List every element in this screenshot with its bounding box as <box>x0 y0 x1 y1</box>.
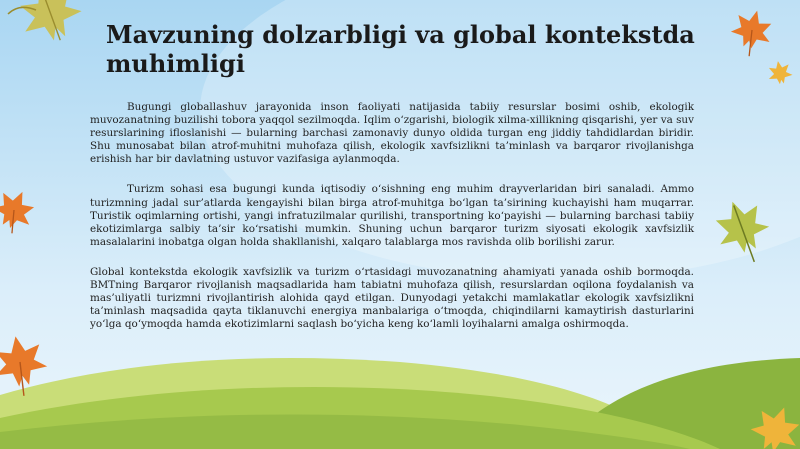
slide-title: Mavzuning dolzarbligi va global kontekstda muhimligi <box>106 20 695 78</box>
slide-body <box>90 101 694 348</box>
paragraph-1: Bugungi globallashuv jarayonida inson faoliyati natijasida tabiiy resurslar bosimi oshib, ekologik muvozanatning buzilishi tobora yaqqol sezilmoqda. Iqlim o‘zgarishi, biologik xilma-xillikning qisqarishi, yer va suv resurslarining ifloslanishi — bularning barchasi zamonaviy dunyo oldida turgan eng jiddiy tahdidlardan biridir. Shu munosabat bilan atrof-muhitni muhofaza qilish, ekologik xavfsizlikni ta’minlash va barqaror rivojlanishga erishish har bir davlatning ustuvor vazifasiga aylanmoqda. <box>90 101 694 166</box>
maple-leaf-icon <box>0 183 41 238</box>
paragraph-2: Turizm sohasi esa bugungi kunda iqtisodiy o‘sishning eng muhim drayverlaridan biri sanaladi. Ammo turizmning jadal sur’atlarda kengayishi bilan birga atrof-muhitga bo‘lgan ta’sirining kuchayishi ham muqarrar. Turistik oqimlarning ortishi, yangi infratuzilmalar qurilishi, transportning ko‘payishi — bularning barchasi tabiiy ekotizimlarga salbiy ta’sir ko‘rsatishi mumkin. Shuning uchun barqaror turizm siyosati ekologik xavfsizlik masalalarini inobatga olgan holda shakllanishi, xalqaro talablarga mos ravishda olib borilishi zarur. <box>90 183 694 248</box>
paragraph-3: Global kontekstda ekologik xavfsizlik va turizm o‘rtasidagi muvozanatning ahamiyati yanada oshib bormoqda. BMTning Barqaror rivojlanish maqsadlarida ham tabiatni muhofaza qilish, resurslardan oqilona foydalanish va mas’uliyatli turizmni rivojlantirish alohida qayd etilgan. Dunyodagi yetakchi mamlakatlar ekologik xavfsizlikni ta’minlash maqsadida qayta tiklanuvchi energiya manbalariga o‘tmoqda, chiqindilarni kamaytirish dasturlarini yo‘lga qo‘ymoqda hamda ekotizimlarni saqlash bo‘yicha keng ko‘lamli loyihalarni amalga oshirmoqda. <box>90 265 694 331</box>
